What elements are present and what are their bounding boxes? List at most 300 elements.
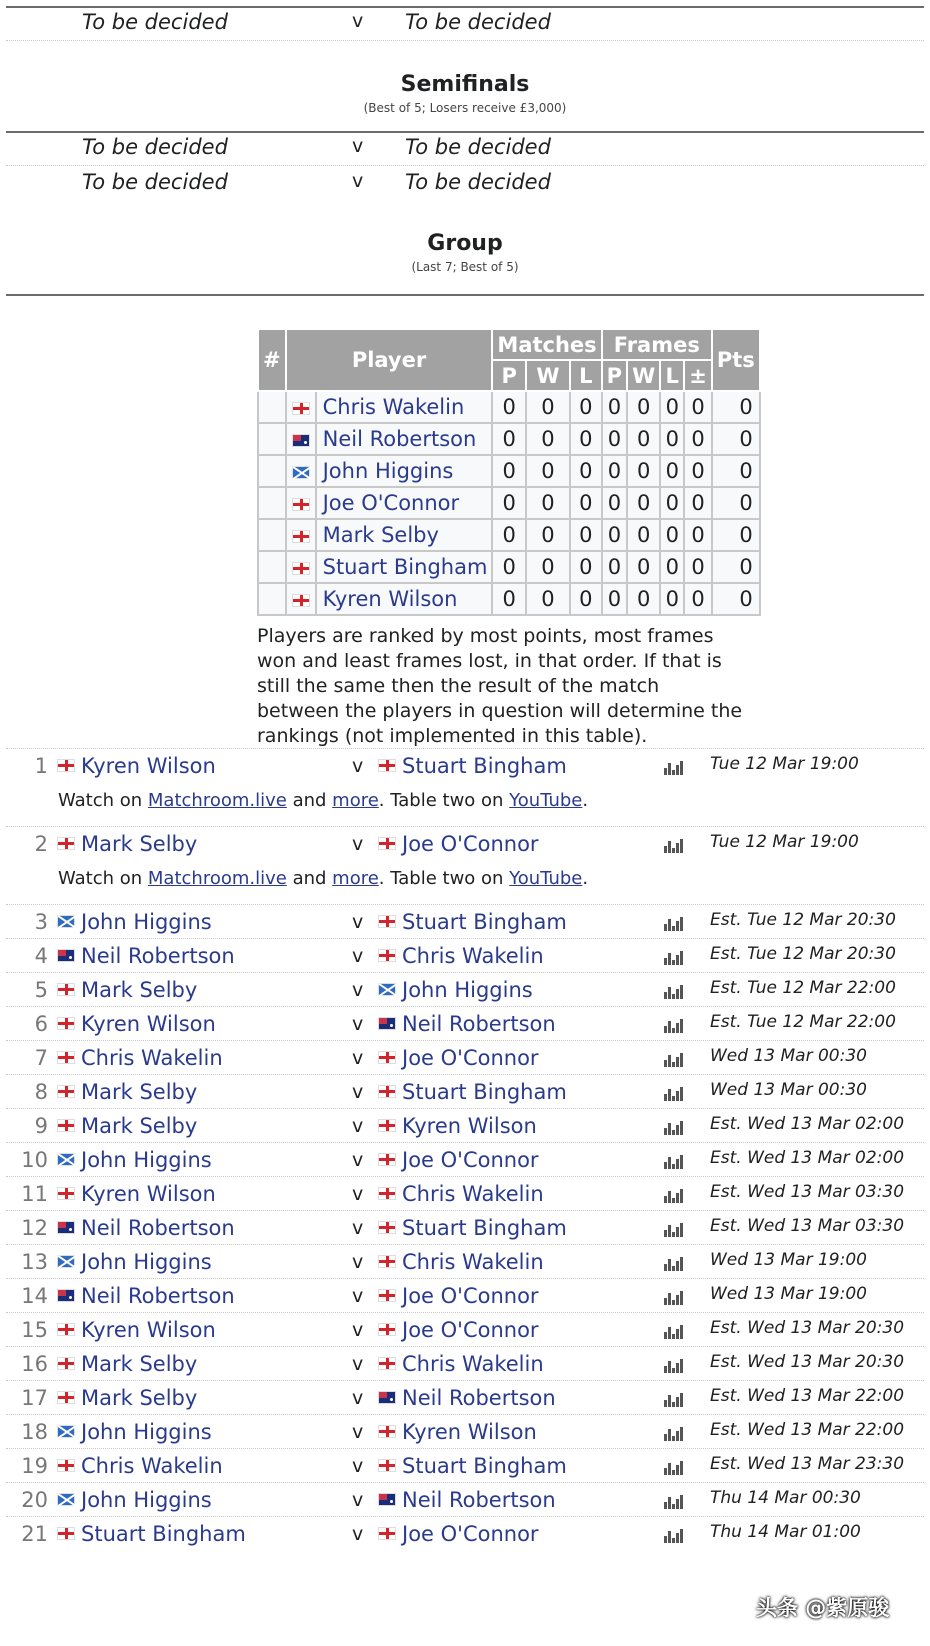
head-to-head-icon[interactable] [664,1221,684,1237]
col-rank-header: # [258,329,286,391]
away-player-link[interactable]: Joe O'Connor [402,1148,539,1172]
semifinals-subtitle: (Best of 5; Losers receive £3,000) [363,101,567,115]
frames-played-cell: 0 [602,487,627,519]
row-divider [6,1176,924,1177]
watch-and: and [286,790,333,811]
head-to-head-icon[interactable] [664,1255,684,1271]
match-time: Wed 13 Mar 00:30 [710,1080,867,1100]
matches-won-cell: 0 [526,423,570,455]
away-player-link[interactable]: John Higgins [402,978,533,1002]
match-number: 11 [21,1182,48,1206]
col-matches-won: W [526,360,570,391]
row-divider [6,1006,924,1007]
matches-played-cell: 0 [492,519,526,551]
head-to-head-icon[interactable] [664,1323,684,1339]
row-divider [6,1516,924,1517]
match-number: 15 [21,1318,48,1342]
matches-won-cell: 0 [526,583,570,615]
versus-label: v [352,1217,364,1239]
fixture-row [0,1348,930,1382]
home-player-link[interactable]: Neil Robertson [81,1216,235,1240]
frames-won-cell: 0 [627,519,660,551]
versus-label: v [352,1421,364,1443]
fixture-row [0,1518,930,1552]
matches-played-cell: 0 [492,487,526,519]
eng-flag-icon [378,1255,396,1268]
matches-won-cell: 0 [526,391,570,423]
match-time: Tue 12 Mar 19:00 [710,832,859,852]
rank-cell [258,583,286,615]
matches-played-cell: 0 [492,391,526,423]
eng-flag-icon [57,1017,75,1030]
col-frames-header: Frames [602,329,712,360]
frames-played-cell: 0 [602,455,627,487]
frames-diff-cell: 0 [684,487,712,519]
col-frames-lost: L [660,360,684,391]
home-player-link[interactable]: Kyren Wilson [81,1318,216,1342]
versus-label: v [352,1081,364,1103]
watermark: 头条 @紫原骏 [756,1596,890,1620]
aus-flag-icon [378,1017,396,1030]
row-divider [6,1346,924,1347]
sco-flag-icon [292,466,310,479]
versus-label: v [352,1013,364,1035]
home-player-link[interactable]: Kyren Wilson [81,1182,216,1206]
versus-label: v [352,170,364,192]
fixture-row [0,1382,930,1416]
home-player-link[interactable]: Neil Robertson [81,1284,235,1308]
rank-cell [258,487,286,519]
away-player-tbd: To be decided [405,10,551,34]
eng-flag-icon [57,1391,75,1404]
away-player-link[interactable]: Stuart Bingham [402,1080,567,1104]
match-number: 9 [34,1114,48,1138]
match-number: 19 [21,1454,48,1478]
fixture-row [0,1042,930,1076]
versus-label: v [352,1353,364,1375]
frames-won-cell: 0 [627,423,660,455]
group-standings-table [257,328,761,616]
aus-flag-icon [57,1221,75,1234]
versus-label: v [352,1251,364,1273]
versus-label: v [352,1115,364,1137]
head-to-head-icon[interactable] [664,983,684,999]
group-heading: Group [427,231,503,256]
versus-label: v [352,755,364,777]
eng-flag-icon [378,1051,396,1064]
frames-diff-cell: 0 [684,391,712,423]
match-time: Est. Wed 13 Mar 03:30 [710,1182,905,1202]
col-matches-header: Matches [492,329,601,360]
group-subtitle: (Last 7; Best of 5) [411,260,519,274]
versus-label: v [352,911,364,933]
eng-flag-icon [378,1527,396,1540]
head-to-head-icon[interactable] [664,949,684,965]
standings-row [258,551,760,583]
home-player-link[interactable]: Stuart Bingham [81,1522,246,1546]
head-to-head-icon[interactable] [664,1527,684,1543]
home-player-link[interactable]: Mark Selby [81,1352,198,1376]
fixture-row [0,750,930,784]
home-player-link[interactable]: Mark Selby [81,1386,198,1410]
home-player-link[interactable]: Neil Robertson [81,944,235,968]
frames-won-cell: 0 [627,583,660,615]
head-to-head-icon[interactable] [664,1153,684,1169]
row-divider [6,1142,924,1143]
match-number: 16 [21,1352,48,1376]
home-player-link[interactable]: Chris Wakelin [81,1454,223,1478]
match-time: Est. Tue 12 Mar 20:30 [710,910,896,930]
head-to-head-icon[interactable] [664,1493,684,1509]
fixture-row [0,1076,930,1110]
away-player-link[interactable]: Stuart Bingham [402,1216,567,1240]
home-player-tbd: To be decided [82,135,228,159]
fixture-row [0,1416,930,1450]
frames-won-cell: 0 [627,455,660,487]
rank-cell [258,455,286,487]
player-name-link[interactable]: Neil Robertson [316,423,493,455]
row-divider [6,1278,924,1279]
frames-lost-cell: 0 [660,519,684,551]
versus-label: v [352,1285,364,1307]
frames-lost-cell: 0 [660,391,684,423]
eng-flag-icon [378,915,396,928]
away-player-link[interactable]: Kyren Wilson [402,1114,537,1138]
match-number: 4 [34,944,48,968]
frames-played-cell: 0 [602,583,627,615]
match-number: 21 [21,1522,48,1546]
row-divider [6,1312,924,1313]
matches-played-cell: 0 [492,423,526,455]
versus-label: v [352,1523,364,1545]
home-player-tbd: To be decided [82,170,228,194]
away-player-link[interactable]: Chris Wakelin [402,1182,544,1206]
home-player-link[interactable]: John Higgins [81,1488,212,1512]
match-time: Wed 13 Mar 00:30 [710,1046,867,1066]
frames-lost-cell: 0 [660,423,684,455]
eng-flag-icon [378,1153,396,1166]
home-player-link[interactable]: John Higgins [81,1250,212,1274]
rank-cell [258,391,286,423]
head-to-head-icon[interactable] [664,1085,684,1101]
match-time: Est. Wed 13 Mar 23:30 [710,1454,905,1474]
youtube-link[interactable]: YouTube [509,868,583,889]
away-player-link[interactable]: Chris Wakelin [402,1250,544,1274]
head-to-head-icon[interactable] [664,1017,684,1033]
away-player-link[interactable]: Joe O'Connor [402,1284,539,1308]
frames-diff-cell: 0 [684,519,712,551]
row-divider [6,1414,924,1415]
frames-lost-cell: 0 [660,583,684,615]
row-divider [6,1040,924,1041]
match-number: 13 [21,1250,48,1274]
fixture-row [0,1178,930,1212]
away-player-tbd: To be decided [405,170,551,194]
player-name-link[interactable]: Kyren Wilson [316,583,493,615]
aus-flag-icon [57,949,75,962]
standings-row [258,423,760,455]
player-name-link[interactable]: Mark Selby [316,519,493,551]
row-divider [6,826,924,827]
frames-diff-cell: 0 [684,455,712,487]
match-number: 20 [21,1488,48,1512]
matches-played-cell: 0 [492,551,526,583]
row-divider [6,904,924,905]
home-player-link[interactable]: Chris Wakelin [81,1046,223,1070]
semifinal-row-2 [0,166,930,202]
frames-won-cell: 0 [627,391,660,423]
row-divider [6,972,924,973]
head-to-head-icon[interactable] [664,1289,684,1305]
eng-flag-icon [378,1085,396,1098]
row-divider [6,1482,924,1483]
matches-lost-cell: 0 [570,551,602,583]
frames-diff-cell: 0 [684,551,712,583]
eng-flag-icon [378,949,396,962]
match-time: Est. Tue 12 Mar 22:00 [710,1012,896,1032]
versus-label: v [352,945,364,967]
match-time: Est. Wed 13 Mar 20:30 [710,1352,905,1372]
fixture-row [0,1110,930,1144]
matches-lost-cell: 0 [570,583,602,615]
player-name-link[interactable]: Chris Wakelin [316,391,493,423]
fixture-row [0,974,930,1008]
match-number: 6 [34,1012,48,1036]
match-number: 3 [34,910,48,934]
away-player-link[interactable]: Neil Robertson [402,1488,556,1512]
sco-flag-icon [57,1425,75,1438]
matches-lost-cell: 0 [570,487,602,519]
home-player-link[interactable]: Kyren Wilson [81,754,216,778]
away-player-link[interactable]: Stuart Bingham [402,1454,567,1478]
rank-cell [258,551,286,583]
versus-label: v [352,833,364,855]
watch-on-text [58,868,588,889]
matches-played-cell: 0 [492,455,526,487]
match-time: Est. Wed 13 Mar 02:00 [710,1114,905,1134]
home-player-link[interactable]: John Higgins [81,1420,212,1444]
aus-flag-icon [292,434,310,447]
matchroom-live-link[interactable]: Matchroom.live [147,868,287,889]
sco-flag-icon [57,915,75,928]
matches-won-cell: 0 [526,551,570,583]
match-number: 1 [34,754,48,778]
points-cell: 0 [712,455,760,487]
home-player-link[interactable]: Kyren Wilson [81,1012,216,1036]
frames-diff-cell: 0 [684,583,712,615]
standings-row [258,391,760,423]
fixture-row [0,1212,930,1246]
home-player-link[interactable]: Mark Selby [81,1080,198,1104]
eng-flag-icon [57,1119,75,1132]
fixture-row [0,828,930,862]
col-matches-lost: L [570,360,602,391]
row-divider [6,1448,924,1449]
versus-label: v [352,10,364,32]
eng-flag-icon [378,1323,396,1336]
away-player-link[interactable]: Chris Wakelin [402,1352,544,1376]
flag-cell [286,455,316,487]
points-cell: 0 [712,423,760,455]
fixture-row [0,1280,930,1314]
head-to-head-icon[interactable] [664,1119,684,1135]
col-frames-played: P [602,360,627,391]
aus-flag-icon [378,1493,396,1506]
points-cell: 0 [712,551,760,583]
match-time: Wed 13 Mar 19:00 [710,1284,867,1304]
standings-row [258,519,760,551]
head-to-head-icon[interactable] [664,759,684,775]
points-cell: 0 [712,583,760,615]
head-to-head-icon[interactable] [664,1391,684,1407]
eng-flag-icon [378,1459,396,1472]
home-player-link[interactable]: Mark Selby [81,832,198,856]
more-link[interactable]: more [332,790,379,811]
eng-flag-icon [292,594,310,607]
match-time: Est. Wed 13 Mar 03:30 [710,1216,905,1236]
home-player-link[interactable]: John Higgins [81,1148,212,1172]
player-name-link[interactable]: Stuart Bingham [316,551,493,583]
matches-played-cell: 0 [492,583,526,615]
versus-label: v [352,1183,364,1205]
home-player-link[interactable]: John Higgins [81,910,212,934]
divider [6,294,924,296]
away-player-tbd: To be decided [405,135,551,159]
eng-flag-icon [292,402,310,415]
row-divider [6,40,924,41]
match-number: 10 [21,1148,48,1172]
versus-label: v [352,1387,364,1409]
match-number: 2 [34,832,48,856]
more-link[interactable]: more [332,868,379,889]
away-player-link[interactable]: Stuart Bingham [402,754,567,778]
frames-played-cell: 0 [602,423,627,455]
away-player-link[interactable]: Neil Robertson [402,1012,556,1036]
flag-cell [286,583,316,615]
sco-flag-icon [57,1153,75,1166]
points-cell: 0 [712,519,760,551]
sco-flag-icon [57,1493,75,1506]
fixture-row [0,940,930,974]
eng-flag-icon [57,983,75,996]
eng-flag-icon [378,1357,396,1370]
home-player-tbd: To be decided [82,10,228,34]
match-number: 8 [34,1080,48,1104]
watch-on-text [58,790,588,811]
semifinal-row-1 [0,131,930,167]
versus-label: v [352,1489,364,1511]
player-name-link[interactable]: John Higgins [316,455,493,487]
home-player-link[interactable]: Mark Selby [81,978,198,1002]
match-number: 5 [34,978,48,1002]
away-player-link[interactable]: Stuart Bingham [402,910,567,934]
head-to-head-icon[interactable] [664,1187,684,1203]
matches-lost-cell: 0 [570,391,602,423]
match-number: 12 [21,1216,48,1240]
eng-flag-icon [378,837,396,850]
matches-won-cell: 0 [526,487,570,519]
col-player-header: Player [286,329,493,391]
match-number: 14 [21,1284,48,1308]
standings-row [258,487,760,519]
youtube-link[interactable]: YouTube [509,790,583,811]
away-player-link[interactable]: Joe O'Connor [402,1046,539,1070]
aus-flag-icon [378,1391,396,1404]
head-to-head-icon[interactable] [664,1051,684,1067]
match-time: Est. Wed 13 Mar 22:00 [710,1420,905,1440]
eng-flag-icon [378,1425,396,1438]
row-divider [6,1244,924,1245]
match-time: Est. Wed 13 Mar 20:30 [710,1318,905,1338]
match-time: Est. Wed 13 Mar 02:00 [710,1148,905,1168]
match-time: Wed 13 Mar 19:00 [710,1250,867,1270]
away-player-link[interactable]: Chris Wakelin [402,944,544,968]
eng-flag-icon [57,1357,75,1370]
versus-label: v [352,979,364,1001]
fixture-row [0,1008,930,1042]
head-to-head-icon[interactable] [664,1425,684,1441]
match-time: Thu 14 Mar 01:00 [710,1522,861,1542]
eng-flag-icon [378,1187,396,1200]
frames-won-cell: 0 [627,551,660,583]
matches-won-cell: 0 [526,455,570,487]
watch-prefix: Watch on [58,790,148,811]
frames-lost-cell: 0 [660,551,684,583]
flag-cell [286,519,316,551]
match-row-tbd [0,6,930,42]
match-number: 7 [34,1046,48,1070]
head-to-head-icon[interactable] [664,1357,684,1373]
matches-lost-cell: 0 [570,423,602,455]
rank-cell [258,423,286,455]
fixture-row [0,1484,930,1518]
match-time: Thu 14 Mar 00:30 [710,1488,861,1508]
home-player-link[interactable]: Mark Selby [81,1114,198,1138]
flag-cell [286,551,316,583]
fixture-row [0,1314,930,1348]
versus-label: v [352,1047,364,1069]
frames-played-cell: 0 [602,519,627,551]
away-player-link[interactable]: Joe O'Connor [402,1522,539,1546]
head-to-head-icon[interactable] [664,837,684,853]
match-time: Est. Wed 13 Mar 22:00 [710,1386,905,1406]
eng-flag-icon [378,1289,396,1302]
matchroom-live-link[interactable]: Matchroom.live [147,790,287,811]
away-player-link[interactable]: Joe O'Connor [402,832,539,856]
away-player-link[interactable]: Kyren Wilson [402,1420,537,1444]
player-name-link[interactable]: Joe O'Connor [316,487,493,519]
row-divider [6,938,924,939]
matches-won-cell: 0 [526,519,570,551]
eng-flag-icon [378,1221,396,1234]
away-player-link[interactable]: Neil Robertson [402,1386,556,1410]
row-divider [6,1074,924,1075]
versus-label: v [352,1455,364,1477]
matches-lost-cell: 0 [570,519,602,551]
eng-flag-icon [378,759,396,772]
head-to-head-icon[interactable] [664,1459,684,1475]
watch-end: . [582,868,589,889]
flag-cell [286,391,316,423]
frames-played-cell: 0 [602,551,627,583]
fixture-row [0,906,930,940]
col-frames-diff: ± [684,360,712,391]
head-to-head-icon[interactable] [664,915,684,931]
rank-cell [258,519,286,551]
eng-flag-icon [292,562,310,575]
versus-label: v [352,1149,364,1171]
away-player-link[interactable]: Joe O'Connor [402,1318,539,1342]
